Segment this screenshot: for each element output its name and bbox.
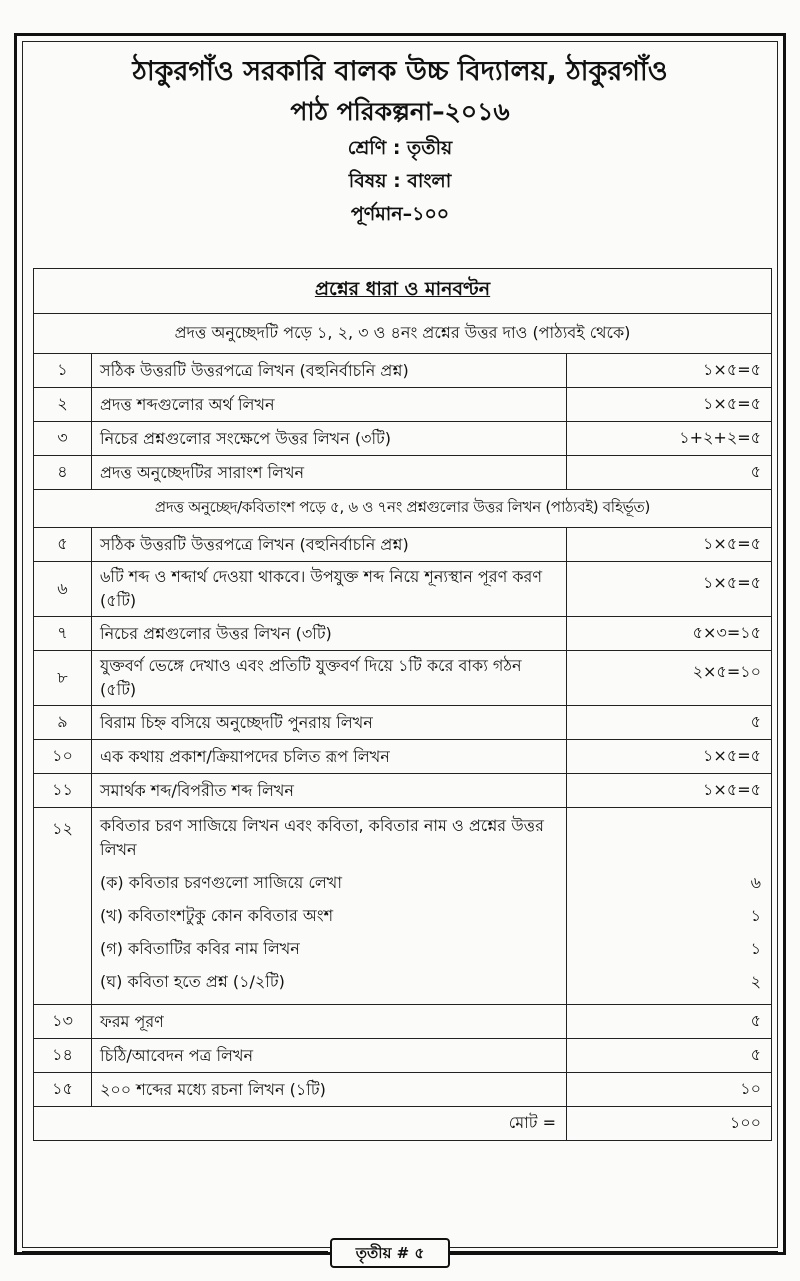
question-number: ৯	[34, 706, 92, 740]
marks-distribution-table	[33, 268, 772, 1141]
question-number: ৪	[34, 456, 92, 490]
total-row	[34, 1107, 772, 1141]
question-marks: ১০	[567, 1073, 772, 1107]
sub-question-mark: ১	[750, 906, 762, 925]
question-description: ফরম পূরণ	[92, 1005, 567, 1039]
section-heading-1: প্রদত্ত অনুচ্ছেদটি পড়ে ১, ২, ৩ ও ৪নং প্রশ্নের উত্তর দাও (পাঠ্যবই থেকে)	[34, 314, 772, 354]
table-row	[34, 388, 772, 422]
footer-rule-left	[22, 1251, 328, 1254]
table-row	[34, 1039, 772, 1073]
table-row	[34, 528, 772, 562]
table-row	[34, 651, 772, 706]
lesson-plan-title: পাঠ পরিকল্পনা–২০১৬	[290, 97, 510, 126]
question-description: ২০০ শব্দের মধ্যে রচনা লিখন (১টি)	[92, 1073, 567, 1107]
question-marks: ১+২+২=৫	[567, 422, 772, 456]
question-number: ১৫	[34, 1073, 92, 1107]
question-marks: ২×৫=১০	[567, 651, 772, 706]
total-label: মোট =	[34, 1107, 567, 1141]
table-row	[34, 774, 772, 808]
table-title-cell	[34, 269, 772, 314]
question-marks: ১×৫=৫	[567, 562, 772, 617]
question-number: ৭	[34, 617, 92, 651]
table-row	[34, 422, 772, 456]
question-number: ১	[34, 354, 92, 388]
question-number: ১৪	[34, 1039, 92, 1073]
sub-question: (গ) কবিতাটির কবির নাম লিখন	[100, 939, 300, 958]
question-description: ৬টি শব্দ ও শব্দার্থ দেওয়া থাকবে। উপযুক্ত শব্দ নিয়ে শূন্যস্থান পূরণ করণ (৫টি)	[92, 562, 567, 617]
question-number: ১৩	[34, 1005, 92, 1039]
question-number: ১১	[34, 774, 92, 808]
sub-question: (ঘ) কবিতা হতে প্রশ্ন (১/২টি)	[100, 972, 285, 991]
question-marks: ৫	[567, 706, 772, 740]
question-description: কবিতার চরণ সাজিয়ে লিখন এবং কবিতা, কবিতার নাম ও প্রশ্নের উত্তর লিখন	[100, 816, 544, 859]
table-row	[34, 617, 772, 651]
table-row	[34, 456, 772, 490]
sub-question-mark: ২	[750, 972, 762, 991]
question-description: প্রদত্ত শব্দগুলোর অর্থ লিখন	[92, 388, 567, 422]
question-marks: ১×৫=৫	[567, 388, 772, 422]
sub-question: (ক) কবিতার চরণগুলো সাজিয়ে লেখা	[100, 873, 342, 892]
question-marks: ১×৫=৫	[567, 740, 772, 774]
question-description: প্রদত্ত অনুচ্ছেদটির সারাংশ লিখন	[92, 456, 567, 490]
question-marks: ৫	[567, 1039, 772, 1073]
question-description-block	[92, 808, 567, 1005]
question-number: ৬	[34, 562, 92, 617]
full-marks-line: পূর্ণমান–১০০	[350, 203, 450, 225]
question-number: ১২	[34, 808, 92, 1005]
question-description: নিচের প্রশ্নগুলোর সংক্ষেপে উত্তর লিখন (৩টি)	[92, 422, 567, 456]
footer-rule-right	[450, 1251, 778, 1254]
question-description: সঠিক উত্তরটি উত্তরপত্রে লিখন (বহুনির্বাচনি প্রশ্ন)	[92, 354, 567, 388]
table-row	[34, 1005, 772, 1039]
document-header	[0, 52, 800, 231]
sub-question-mark: ৬	[750, 873, 762, 892]
question-description: বিরাম চিহ্ন বসিয়ে অনুচ্ছেদটি পুনরায় লিখন	[92, 706, 567, 740]
table-row	[34, 706, 772, 740]
question-marks: ৫	[567, 1005, 772, 1039]
question-marks: ৫	[567, 456, 772, 490]
question-description: সঠিক উত্তরটি উত্তরপত্রে লিখন (বহুনির্বাচনি প্রশ্ন)	[92, 528, 567, 562]
question-number: ২	[34, 388, 92, 422]
page-footer-tag: তৃতীয় # ৫	[330, 1238, 450, 1268]
table-row	[34, 808, 772, 1005]
question-marks: ১×৫=৫	[567, 354, 772, 388]
question-description: চিঠি/আবেদন পত্র লিখন	[92, 1039, 567, 1073]
question-number: ৫	[34, 528, 92, 562]
question-marks: ৫×৩=১৫	[567, 617, 772, 651]
question-description: এক কথায় প্রকাশ/ক্রিয়াপদের চলিত রূপ লিখন	[92, 740, 567, 774]
question-number: ১০	[34, 740, 92, 774]
class-line: শ্রেণি : তৃতীয়	[347, 137, 453, 159]
total-value: ১০০	[567, 1107, 772, 1141]
sub-question: (খ) কবিতাংশটুকু কোন কবিতার অংশ	[100, 906, 334, 925]
sub-question-marks	[567, 808, 772, 1005]
table-row	[34, 354, 772, 388]
subject-line: বিষয় : বাংলা	[348, 170, 452, 192]
section-heading-2: প্রদত্ত অনুচ্ছেদ/কবিতাংশ পড়ে ৫, ৬ ও ৭নং প্রশ্নগুলোর উত্তর লিখন (পাঠ্যবই) বহির্ভূত)	[34, 490, 772, 528]
question-marks: ১×৫=৫	[567, 774, 772, 808]
school-name: ঠাকুরগাঁও সরকারি বালক উচ্চ বিদ্যালয়, ঠাকুরগাঁও	[132, 56, 668, 87]
question-number: ৮	[34, 651, 92, 706]
question-description: সমার্থক শব্দ/বিপরীত শব্দ লিখন	[92, 774, 567, 808]
question-description: নিচের প্রশ্নগুলোর উত্তর লিখন (৩টি)	[92, 617, 567, 651]
table-row	[34, 740, 772, 774]
question-marks: ১×৫=৫	[567, 528, 772, 562]
table-title: প্রশ্নের ধারা ও মানবণ্টন	[314, 278, 491, 300]
table-row	[34, 1073, 772, 1107]
question-description: যুক্তবর্ণ ভেঙ্গে দেখাও এবং প্রতিটি যুক্তবর্ণ দিয়ে ১টি করে বাক্য গঠন (৫টি)	[92, 651, 567, 706]
table-row	[34, 562, 772, 617]
sub-question-mark: ১	[750, 939, 762, 958]
question-number: ৩	[34, 422, 92, 456]
